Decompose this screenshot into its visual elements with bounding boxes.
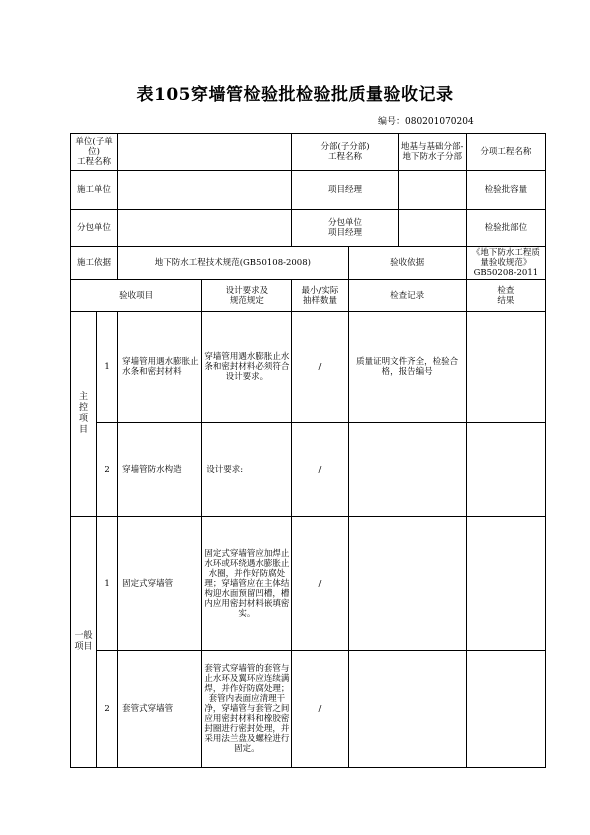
col-result: 检查 结果 — [466, 280, 545, 312]
table-row — [71, 312, 546, 423]
unit-name-value[interactable] — [118, 134, 292, 171]
header-row-unit — [71, 134, 546, 171]
group-main-control: 主 控 项 目 — [71, 312, 97, 517]
location-label: 检验批部位 — [466, 210, 545, 247]
row-number: 1 — [97, 517, 118, 651]
item-name: 套管式穿墙管 — [118, 651, 202, 768]
item-name: 固定式穿墙管 — [118, 517, 202, 651]
item-name: 穿墙管防水构造 — [118, 423, 202, 517]
header-row-subcontractor — [71, 210, 546, 247]
inspection-record-table — [70, 133, 546, 768]
check-record[interactable] — [348, 423, 466, 517]
col-sample: 最小/实际 抽样数量 — [292, 280, 348, 312]
basis-label: 施工依据 — [71, 247, 118, 280]
col-record: 检查记录 — [348, 280, 466, 312]
division-name-value[interactable]: 地基与基础分部-地下防水子分部 — [398, 134, 466, 171]
header-row-basis — [71, 247, 546, 280]
sample-count[interactable]: / — [292, 312, 348, 423]
check-record[interactable]: 质量证明文件齐全，检验合格，报告编号 — [348, 312, 466, 423]
check-result[interactable] — [466, 517, 545, 651]
page-title: 表105穿墙管检验批检验批质量验收记录 — [136, 85, 454, 105]
unit-name-label: 单位(子单位) 工程名称 — [71, 134, 118, 171]
subcontractor-value[interactable] — [118, 210, 292, 247]
check-record[interactable] — [348, 651, 466, 768]
table-row — [71, 651, 546, 768]
subitem-name-label: 分项工程名称 — [466, 134, 545, 171]
check-record[interactable] — [348, 517, 466, 651]
column-header-row — [71, 280, 546, 312]
header-row-contractor — [71, 171, 546, 210]
project-manager-label: 项目经理 — [292, 171, 398, 210]
project-manager-value[interactable] — [398, 171, 466, 210]
row-number: 1 — [97, 312, 118, 423]
capacity-label: 检验批容量 — [466, 171, 545, 210]
table-row — [71, 423, 546, 517]
design-requirement: 套管式穿墙管的套管与止水环及翼环应连续满焊，并作好防腐处理；套管内表面应清理干净，穿墙管与套管之间应用密封材料和橡胶密封圈进行密封处理，并采用法兰盘及螺栓进行固定。 — [202, 651, 292, 768]
check-result[interactable] — [466, 423, 545, 517]
contractor-label: 施工单位 — [71, 171, 118, 210]
col-design: 设计要求及 规范规定 — [202, 280, 292, 312]
row-number: 2 — [97, 651, 118, 768]
design-requirement: 设计要求: — [202, 423, 292, 517]
sub-project-manager-value[interactable] — [398, 210, 466, 247]
sub-project-manager-label: 分包单位 项目经理 — [292, 210, 398, 247]
contractor-value[interactable] — [118, 171, 292, 210]
sample-count[interactable]: / — [292, 517, 348, 651]
document-code: 编号：080201070204 — [378, 117, 474, 127]
sample-count[interactable]: / — [292, 651, 348, 768]
sample-count[interactable]: / — [292, 423, 348, 517]
subcontractor-label: 分包单位 — [71, 210, 118, 247]
basis-value[interactable]: 地下防水工程技术规范(GB50108-2008) — [118, 247, 348, 280]
col-item: 验收项目 — [71, 280, 202, 312]
acceptance-basis-value[interactable]: 《地下防水工程质量验收规范》GB50208-2011 — [466, 247, 545, 280]
item-name: 穿墙管用遇水膨胀止水条和密封材料 — [118, 312, 202, 423]
row-number: 2 — [97, 423, 118, 517]
group-general: 一般 项目 — [71, 517, 97, 768]
table-row — [71, 517, 546, 651]
design-requirement: 固定式穿墙管应加焊止水环或环绕遇水膨胀止水圈，并作好防腐处理；穿墙管应在主体结构迎水面预留凹槽，槽内应用密封材料嵌填密实。 — [202, 517, 292, 651]
check-result[interactable] — [466, 312, 545, 423]
acceptance-basis-label: 验收依据 — [348, 247, 466, 280]
check-result[interactable] — [466, 651, 545, 768]
design-requirement: 穿墙管用遇水膨胀止水条和密封材料必须符合设计要求。 — [202, 312, 292, 423]
division-name-label: 分部(子分部) 工程名称 — [292, 134, 398, 171]
